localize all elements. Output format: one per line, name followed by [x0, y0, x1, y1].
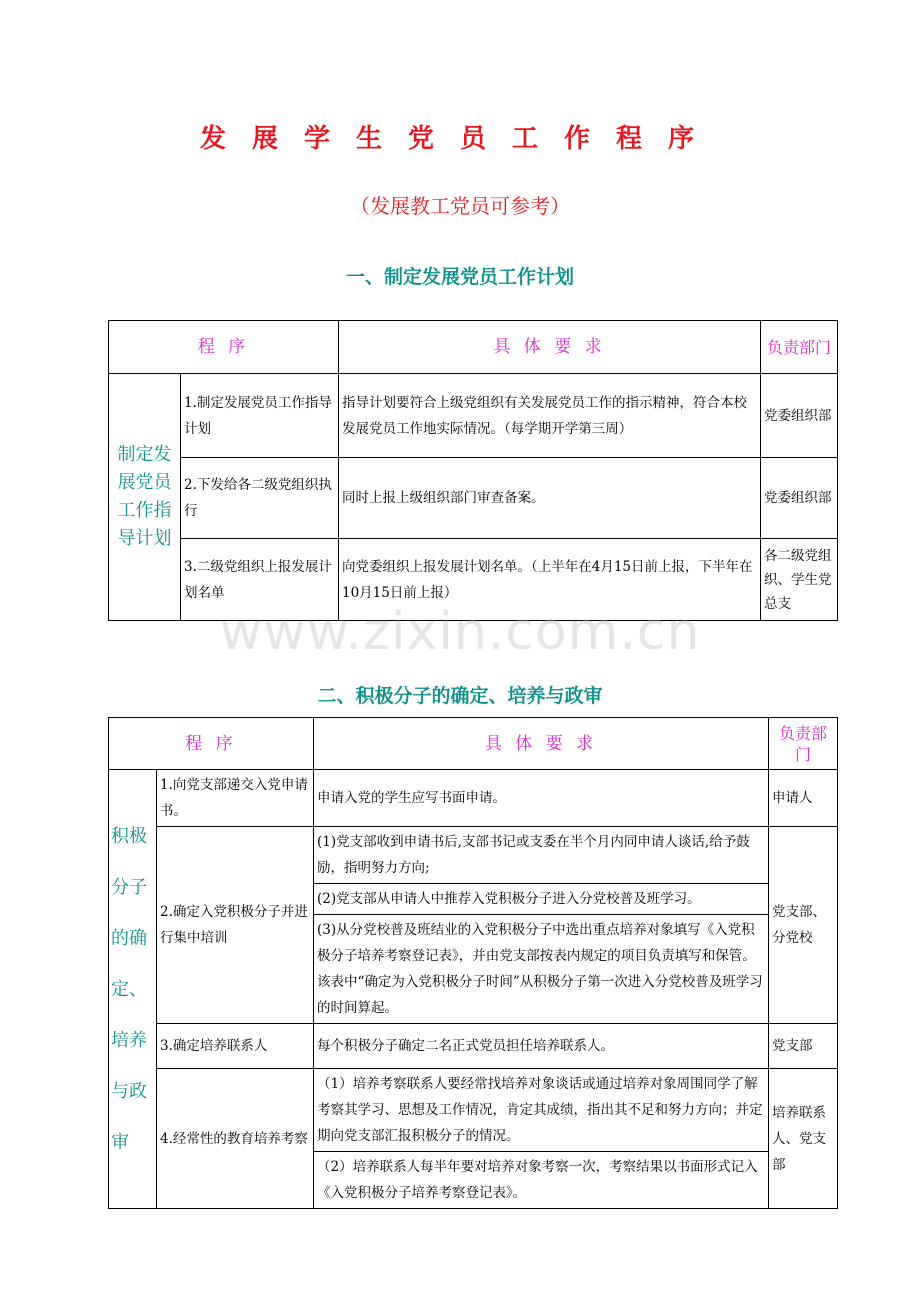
- step-cell: 2.下发给各二级党组织执行: [181, 458, 339, 539]
- section2-heading: 二、积极分子的确定、培养与政审: [317, 685, 603, 707]
- step-cell: 1.向党支部递交入党申请书。: [157, 770, 314, 827]
- requirement-item: (2)党支部从申请人中推荐入党积极分子进入分党校普及班学习。: [314, 884, 768, 915]
- requirement-item: (3)从分党校普及班结业的入党积极分子中选出重点培养对象填写《入党积极分子培养考察登记表》，并由党支部按表内规定的项目负责填写和保管。该表中“确定为入党积极分子时间”从积极分子第一次进入分党校普及班学习的时间算起。: [317, 922, 763, 1016]
- step-cell: 3.二级党组织上报发展计划名单: [181, 539, 339, 621]
- dept-cell: 各二级党组织、学生党总支: [761, 539, 838, 621]
- requirement-item: （1）培养考察联系人要经常找培养对象谈话或通过培养对象周围同学了解考察其学习、思想及工作情况，肯定其成绩，指出其不足和努力方向；并定期向党支部汇报积极分子的情况。: [314, 1069, 768, 1152]
- step-cell: 1.制定发展党员工作指导计划: [181, 374, 339, 458]
- dept-cell: 党委组织部: [761, 374, 838, 458]
- header-dept: 负责部门: [761, 321, 838, 374]
- header-procedure: 程 序: [109, 321, 339, 374]
- dept-cell: 党委组织部: [761, 458, 838, 539]
- step-cell: 3.确定培养联系人: [157, 1024, 314, 1069]
- requirement-cell: 同时上报上级组织部门审查备案。: [339, 458, 761, 539]
- dept-cell: 党支部、分党校: [769, 827, 838, 1024]
- document-title: 发展学生党员工作程序: [199, 124, 720, 154]
- header-requirements: 具 体 要 求: [339, 321, 761, 374]
- category-cell: 积极分子的确定、培养与政审: [109, 770, 157, 1209]
- section1-heading: 一、制定发展党员工作计划: [345, 266, 574, 288]
- requirement-cell: 向党委组织上报发展计划名单。（上半年在4月15日前上报，下半年在10月15日前上报）: [339, 539, 761, 621]
- requirement-group: [314, 827, 769, 1024]
- requirement-cell: 指导计划要符合上级党组织有关发展党员工作的指示精神，符合本校发展党员工作地实际情况。（每学期开学第三周）: [339, 374, 761, 458]
- step-cell: 4.经常性的教育培养考察: [157, 1069, 314, 1209]
- requirement-group: [314, 1069, 769, 1209]
- requirement-cell: 每个积极分子确定二名正式党员担任培养联系人。: [314, 1024, 769, 1069]
- activist-table: [108, 717, 838, 1209]
- header-procedure: 程 序: [109, 718, 314, 770]
- dept-cell: 党支部: [769, 1024, 838, 1069]
- requirement-cell: 申请入党的学生应写书面申请。: [314, 770, 769, 827]
- header-requirements: 具 体 要 求: [314, 718, 769, 770]
- header-dept: 负责部门: [769, 718, 838, 770]
- dept-cell: 申请人: [769, 770, 838, 827]
- watermark: www.zixin.com.cn: [219, 602, 701, 662]
- plan-table: [108, 320, 838, 621]
- dept-cell: 培养联系人、党支部: [769, 1069, 838, 1209]
- requirement-item: (1)党支部收到申请书后,支部书记或支委在半个月内同申请人谈话,给予鼓励，指明努力方向;: [314, 827, 768, 884]
- document-subtitle: （发展教工党员可参考）: [350, 194, 570, 218]
- requirement-item: （2）培养联系人每半年要对培养对象考察一次，考察结果以书面形式记入《入党积极分子培养考察登记表》。: [317, 1159, 758, 1201]
- category-cell: 制定发展党员工作指导计划: [109, 374, 181, 621]
- step-cell: 2.确定入党积极分子并进行集中培训: [157, 827, 314, 1024]
